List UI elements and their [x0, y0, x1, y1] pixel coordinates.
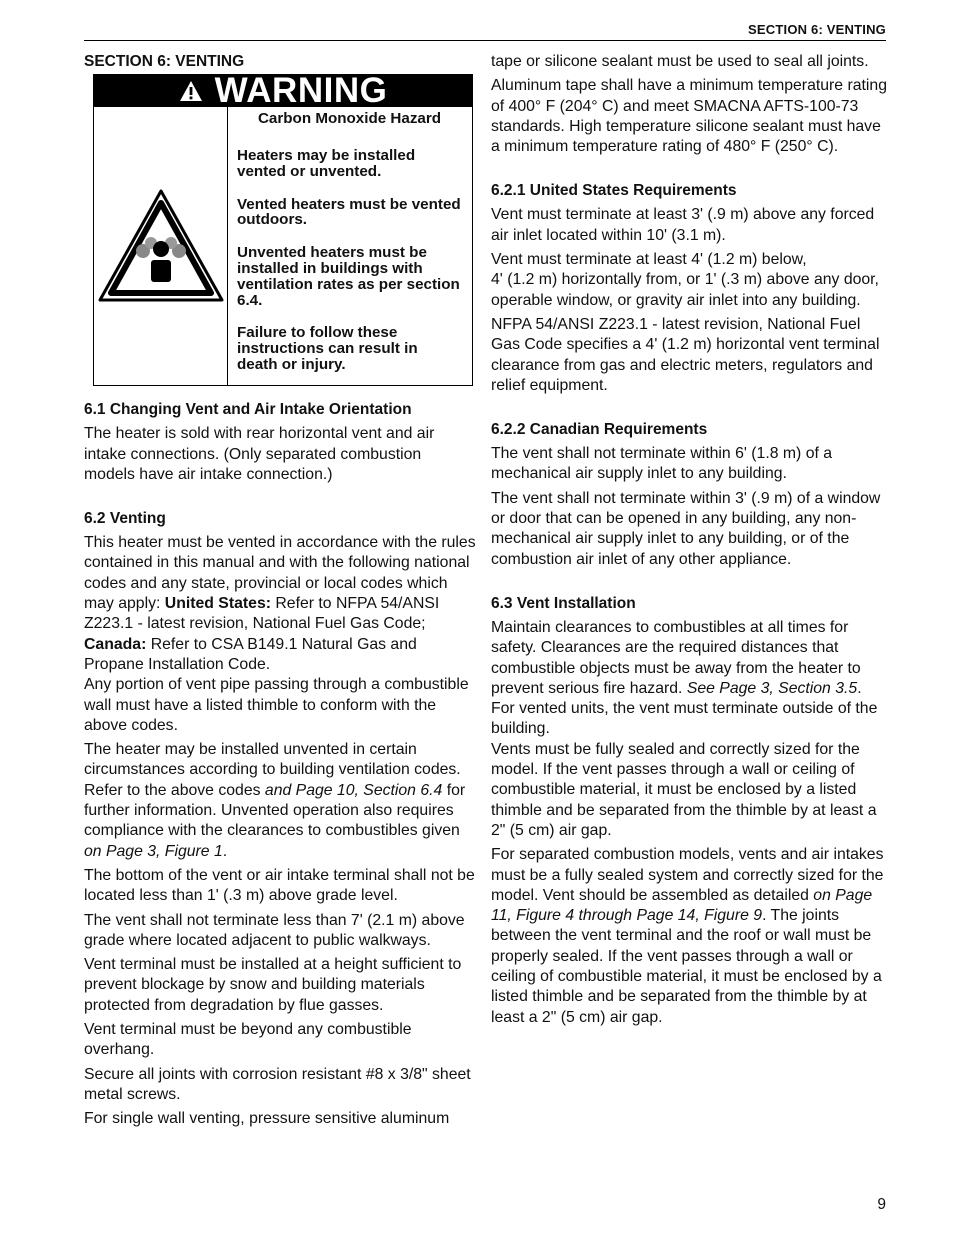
warning-label: WARNING — [214, 71, 388, 111]
heading-6-2: 6.2 Venting — [84, 510, 166, 528]
warning-line: Vented heaters must be vented outdoors. — [237, 195, 461, 229]
section-title: SECTION 6: VENTING — [84, 53, 245, 70]
heading-6-1: 6.1 Changing Vent and Air Intake Orientation — [84, 401, 412, 419]
heading-6-2-1: 6.2.1 United States Requirements — [491, 182, 737, 200]
paragraph: Vent must terminate at least 4' (1.2 m) below, 4' (1.2 m) horizontally from, or 1' (.3 m) above any door, operable window, or gravity air inlet into any building. — [491, 251, 879, 309]
warning-box — [93, 71, 473, 386]
paragraph: The bottom of the vent or air intake terminal shall not be located less than 1' (.3 m) above grade level. — [84, 866, 475, 905]
paragraph: The vent shall not terminate within 3' (.9 m) of a window or door that can be opened in any building, any non-mechanical air supply inlet to any building, or of the combustion air inlet of any other appliance. — [491, 489, 881, 568]
paragraph: The heater is sold with rear horizontal vent and air intake connections. (Only separated combustion models have air intake connection.) — [84, 425, 435, 483]
paragraph: Vent terminal must be beyond any combustible overhang. — [84, 1021, 412, 1059]
paragraph: Vents must be fully sealed and correctly sized for the model. If the vent passes through a wall or ceiling of combustible material, it must be enclosed by a listed thimble and be separated from the thimble by at least a 2" (5 cm) air gap. — [491, 740, 877, 839]
header-rule — [84, 40, 886, 41]
paragraph: Maintain clearances to combustibles at all times for safety. Clearances are the required distances that combustible objects must be away from the heater to prevent serious fire hazard. See Page 3, Section 3.5. For vented units, the vent must terminate outside of the building. — [491, 618, 878, 738]
paragraph: NFPA 54/ANSI Z223.1 - latest revision, National Fuel Gas Code specifies a 4' (1.2 m) horizontal vent terminal clearance from gas and electric meters, regulators and relief equipment. — [491, 315, 880, 394]
hazard-title: Carbon Monoxide Hazard — [257, 110, 442, 128]
warning-line: Heaters may be installed vented or unvented. — [237, 147, 416, 180]
warning-header — [94, 71, 472, 111]
paragraph: The heater may be installed unvented in certain circumstances according to building ventilation codes. Refer to the above codes and Page 10, Section 6.4 for further information. Unvented operation also requires compliance with the clearances to combustibles given on Page 3, Figure 1. — [84, 741, 466, 860]
warning-line: Unvented heaters must be installed in buildings with ventilation rates as per section 6.4. — [237, 244, 460, 309]
page-number: 9 — [877, 1196, 886, 1213]
paragraph: tape or silicone sealant must be used to seal all joints. — [491, 53, 869, 70]
toxic-gas-hazard-icon — [96, 187, 226, 305]
paragraph: Aluminum tape shall have a minimum temperature rating of 400° F (204° C) and meet SMACNA AFTS-100-73 standards. High temperature silicone sealant must have a minimum temperature rating of 480° F (250° C). — [491, 77, 887, 156]
heading-6-3: 6.3 Vent Installation — [491, 594, 636, 612]
paragraph: For separated combustion models, vents and air intakes must be a fully sealed system and correctly sized for the model. Vent should be assembled as detailed on Page 11, Figure 4 through Page 14, Figure 9. The joints between the vent terminal and the roof or wall must be properly sealed. If the vent passes through a wall or ceiling of combustible material, it must be enclosed by a listed thimble and be separated from the thimble by at least a 2" (5 cm) air gap. — [491, 846, 884, 1026]
left-column — [84, 52, 476, 1134]
warning-text — [228, 107, 472, 385]
paragraph: This heater must be vented in accordance with the rules contained in this manual and with the following national codes and any state, provincial or local codes which may apply: United States: Refer to NFPA 54/ANSI Z223.1 - latest revision, National Fuel Gas Code; Canada: Refer to CSA B149.1 Natural Gas and Propane Installation Code. Any portion of vent pipe passing through a combustible wall must have a listed thimble to conform with the above codes. — [84, 534, 476, 734]
heading-6-2-2: 6.2.2 Canadian Requirements — [491, 421, 708, 439]
hazard-pictogram — [94, 107, 228, 385]
paragraph: The vent shall not terminate less than 7' (2.1 m) above grade where located adjacent to public walkways. — [84, 911, 465, 949]
right-column — [491, 52, 887, 1032]
warning-line: Failure to follow these instructions can result in death or injury. — [237, 324, 418, 374]
running-head: SECTION 6: VENTING — [748, 22, 886, 37]
warning-body — [94, 107, 472, 385]
paragraph: Vent must terminate at least 3' (.9 m) above any forced air inlet located within 10' (3.1 m). — [491, 206, 875, 244]
paragraph: Vent terminal must be installed at a height sufficient to prevent blockage by snow and building materials protected from degradation by flue gasses. — [84, 956, 462, 1014]
warning-triangle-icon — [179, 80, 203, 102]
paragraph: Secure all joints with corrosion resistant #8 x 3/8" sheet metal screws. — [84, 1065, 471, 1103]
paragraph: For single wall venting, pressure sensitive aluminum — [84, 1110, 450, 1128]
paragraph: The vent shall not terminate within 6' (1.8 m) of a mechanical air supply inlet to any building. — [491, 445, 833, 483]
